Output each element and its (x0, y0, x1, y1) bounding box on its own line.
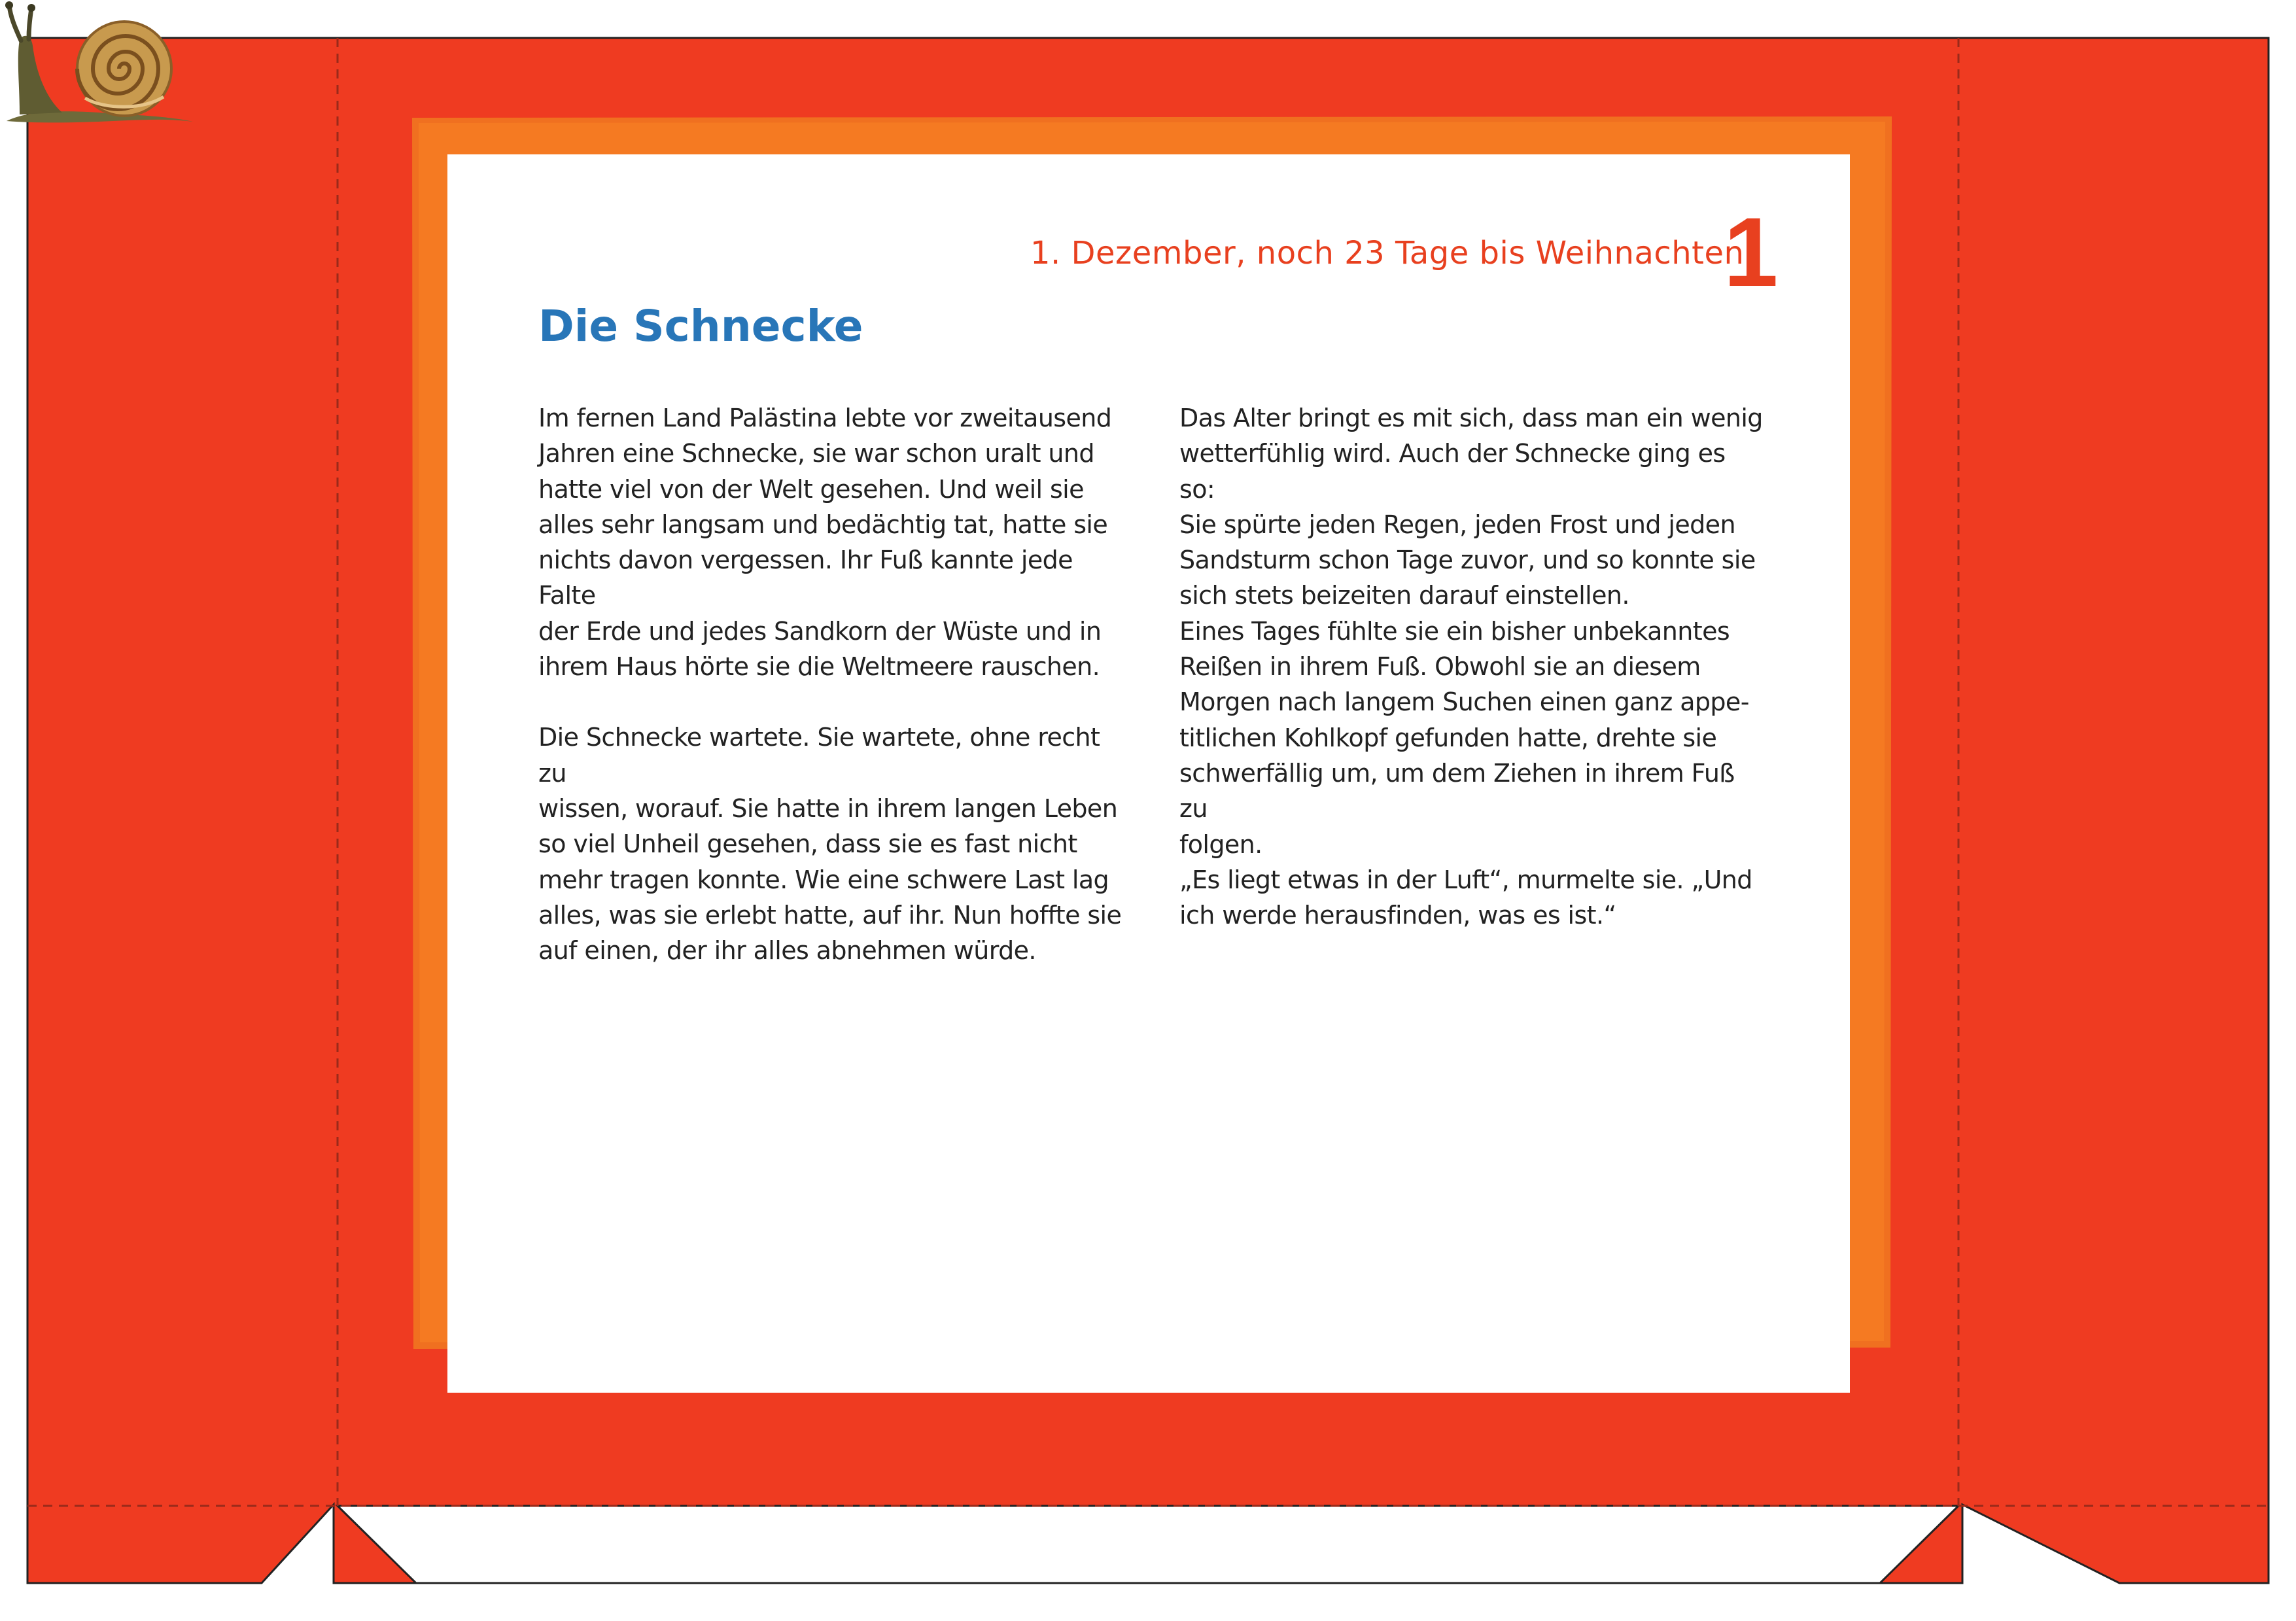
story-column-left (538, 400, 1127, 1003)
paragraph: Die Schnecke wartete. Sie wartete, ohne recht zu wissen, worauf. Sie hatte in ihrem langen Leben so viel Unheil gesehen, dass sie es fast nicht mehr tragen konnte. Wie eine schwere Last lag alles, was sie erlebt hatte, auf ihr. Nun hoffte sie auf einen, der ihr alles abnehmen würde. (538, 723, 1122, 966)
story-title: Die Schnecke (538, 301, 863, 351)
date-header: 1. Dezember, noch 23 Tage bis Weihnachten (1030, 235, 1745, 271)
paragraph: Im fernen Land Palästina lebte vor zweitausend Jahren eine Schnecke, sie war schon uralt und hatte viel von der Welt gesehen. Und weil sie alles sehr langsam und bedächtig tat, hatte sie nichts davon vergessen. Ihr Fuß kannte jede Falte der Erde und jedes Sandkorn der Wüste und in ihrem Haus hörte sie die Weltmeere rauschen. (538, 404, 1112, 682)
paragraph: Das Alter bringt es mit sich, dass man ein wenig wetterfühlig wird. Auch der Schnecke ging es so: Sie spürte jeden Regen, jeden Frost und jeden Sandsturm schon Tage zuvor, und so konnte sie sich stets beizeiten darauf einstellen. Eines Tages fühlte sie ein bisher unbekanntes Reißen in ihrem Fuß. Obwohl sie an diesem Morgen nach langem Suchen einen ganz appe- titlichen Kohlkopf gefunden hatte, drehte sie schwerfällig um, um dem Ziehen in ihrem Fuß zu folgen. „Es liegt etwas in der Luft“, murmelte sie. „Und ich werde herausfinden, was es ist.“ (1179, 404, 1763, 930)
snail-icon (0, 0, 196, 124)
day-number: 1 (1724, 197, 1779, 307)
bottom-flap (338, 1506, 1958, 1583)
story-column-right (1179, 400, 1768, 968)
